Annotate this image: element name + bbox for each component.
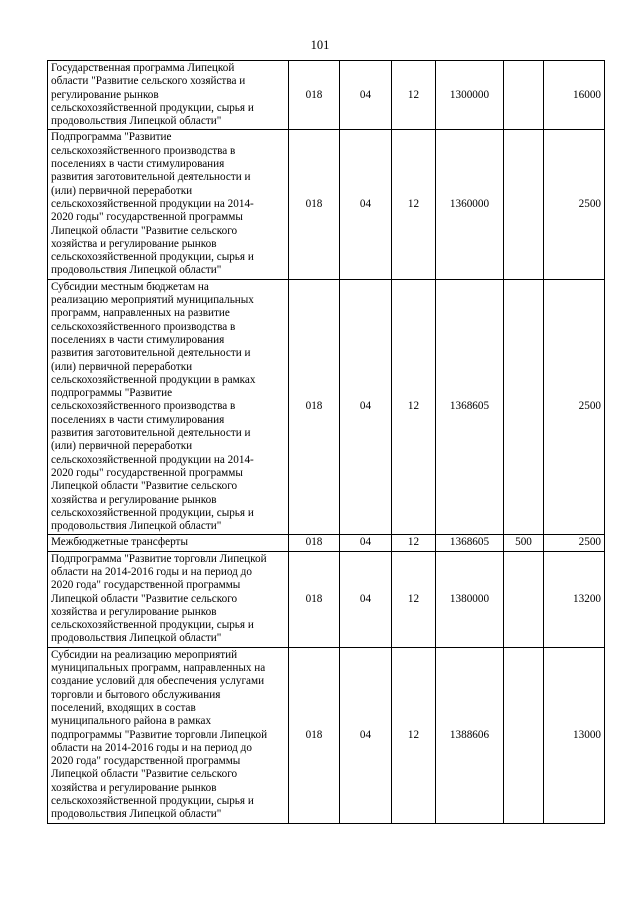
target-article-cell: 1388606 — [436, 647, 504, 823]
row-name-cell — [48, 130, 289, 279]
row-name-cell — [48, 279, 289, 535]
section-cell: 04 — [340, 130, 392, 279]
row-name-cell — [48, 551, 289, 647]
ministry-cell: 018 — [289, 647, 340, 823]
expense-type-cell: 500 — [504, 535, 544, 551]
target-article-cell: 1368605 — [436, 279, 504, 535]
table-row — [48, 551, 605, 647]
subsection-cell: 12 — [392, 279, 436, 535]
table-row — [48, 61, 605, 130]
ministry-cell: 018 — [289, 279, 340, 535]
subsection-cell: 12 — [392, 535, 436, 551]
amount-cell: 2500 — [544, 279, 605, 535]
subsection-cell: 12 — [392, 61, 436, 130]
row-name: Государственная программа Липецкой области "Развитие сельского хозяйства и регулирование рынков сельскохозяйственной продукции, сырья и продовольствия Липецкой области" — [51, 62, 254, 128]
page-number: 101 — [310, 38, 330, 52]
section-cell: 04 — [340, 279, 392, 535]
expense-type-cell — [504, 279, 544, 535]
row-name-cell — [48, 647, 289, 823]
subsection-cell: 12 — [392, 551, 436, 647]
row-name-cell — [48, 535, 289, 551]
section-cell: 04 — [340, 61, 392, 130]
row-name: Подпрограмма "Развитие сельскохозяйственного производства в поселениях в части стимулирования развития заготовительной деятельности и (или) первичной переработки сельскохозяйственной продукции на 2014- 2020 годы" государственной программы Липецкой области "Развитие сельского хозяйства и регулирование рынков сельскохозяйственной продукции, сырья и продовольствия Липецкой области" — [51, 131, 254, 277]
section-cell: 04 — [340, 551, 392, 647]
row-name: Субсидии на реализацию мероприятий муниципальных программ, направленных на создание условий для обеспечения услугами торговли и бытового обслуживания поселений, входящих в состав муниципального района в рамках подпрограммы "Развитие торговли Липецкой области на 2014-2016 годы и на период до 2020 года" государственной программы Липецкой области "Развитие сельского хозяйства и регулирование рынков сельскохозяйственной продукции, сырья и продовольствия Липецкой области" — [51, 648, 268, 821]
row-name: Межбюджетные трансферты — [51, 536, 188, 549]
section-cell: 04 — [340, 647, 392, 823]
subsection-cell: 12 — [392, 130, 436, 279]
expense-type-cell — [504, 61, 544, 130]
amount-cell: 13200 — [544, 551, 605, 647]
ministry-cell: 018 — [289, 130, 340, 279]
row-name: Подпрограмма "Развитие торговли Липецкой области на 2014-2016 годы и на период до 2020 года" государственной программы Липецкой области "Развитие сельского хозяйства и регулирование рынков сельскохозяйственной продукции, сырья и продовольствия Липецкой области" — [51, 552, 267, 645]
table-row — [48, 647, 605, 823]
budget-table — [47, 60, 605, 824]
row-name-cell — [48, 61, 289, 130]
target-article-cell: 1368605 — [436, 535, 504, 551]
ministry-cell: 018 — [289, 551, 340, 647]
table-row — [48, 279, 605, 535]
expense-type-cell — [504, 647, 544, 823]
subsection-cell: 12 — [392, 647, 436, 823]
target-article-cell: 1300000 — [436, 61, 504, 130]
amount-cell: 2500 — [544, 130, 605, 279]
target-article-cell: 1380000 — [436, 551, 504, 647]
amount-cell: 16000 — [544, 61, 605, 130]
section-cell: 04 — [340, 535, 392, 551]
expense-type-cell — [504, 130, 544, 279]
amount-cell: 2500 — [544, 535, 605, 551]
target-article-cell: 1360000 — [436, 130, 504, 279]
ministry-cell: 018 — [289, 535, 340, 551]
expense-type-cell — [504, 551, 544, 647]
row-name: Субсидии местным бюджетам на реализацию мероприятий муниципальных программ, направленных на развитие сельскохозяйственного производства в поселениях в части стимулирования развития заготовительной деятельности и (или) первичной переработки сельскохозяйственной продукции в рамках подпрограммы "Развитие сельскохозяйственного производства в поселениях в части стимулирования развития заготовительной деятельности и (или) первичной переработки сельскохозяйственной продукции на 2014- 2020 годы" государственной программы Липецкой области "Развитие сельского хозяйства и регулирование рынков сельскохозяйственной продукции, сырья и продовольствия Липецкой области" — [51, 280, 256, 533]
amount-cell: 13000 — [544, 647, 605, 823]
table-row — [48, 130, 605, 279]
table-row — [48, 535, 605, 551]
ministry-cell: 018 — [289, 61, 340, 130]
